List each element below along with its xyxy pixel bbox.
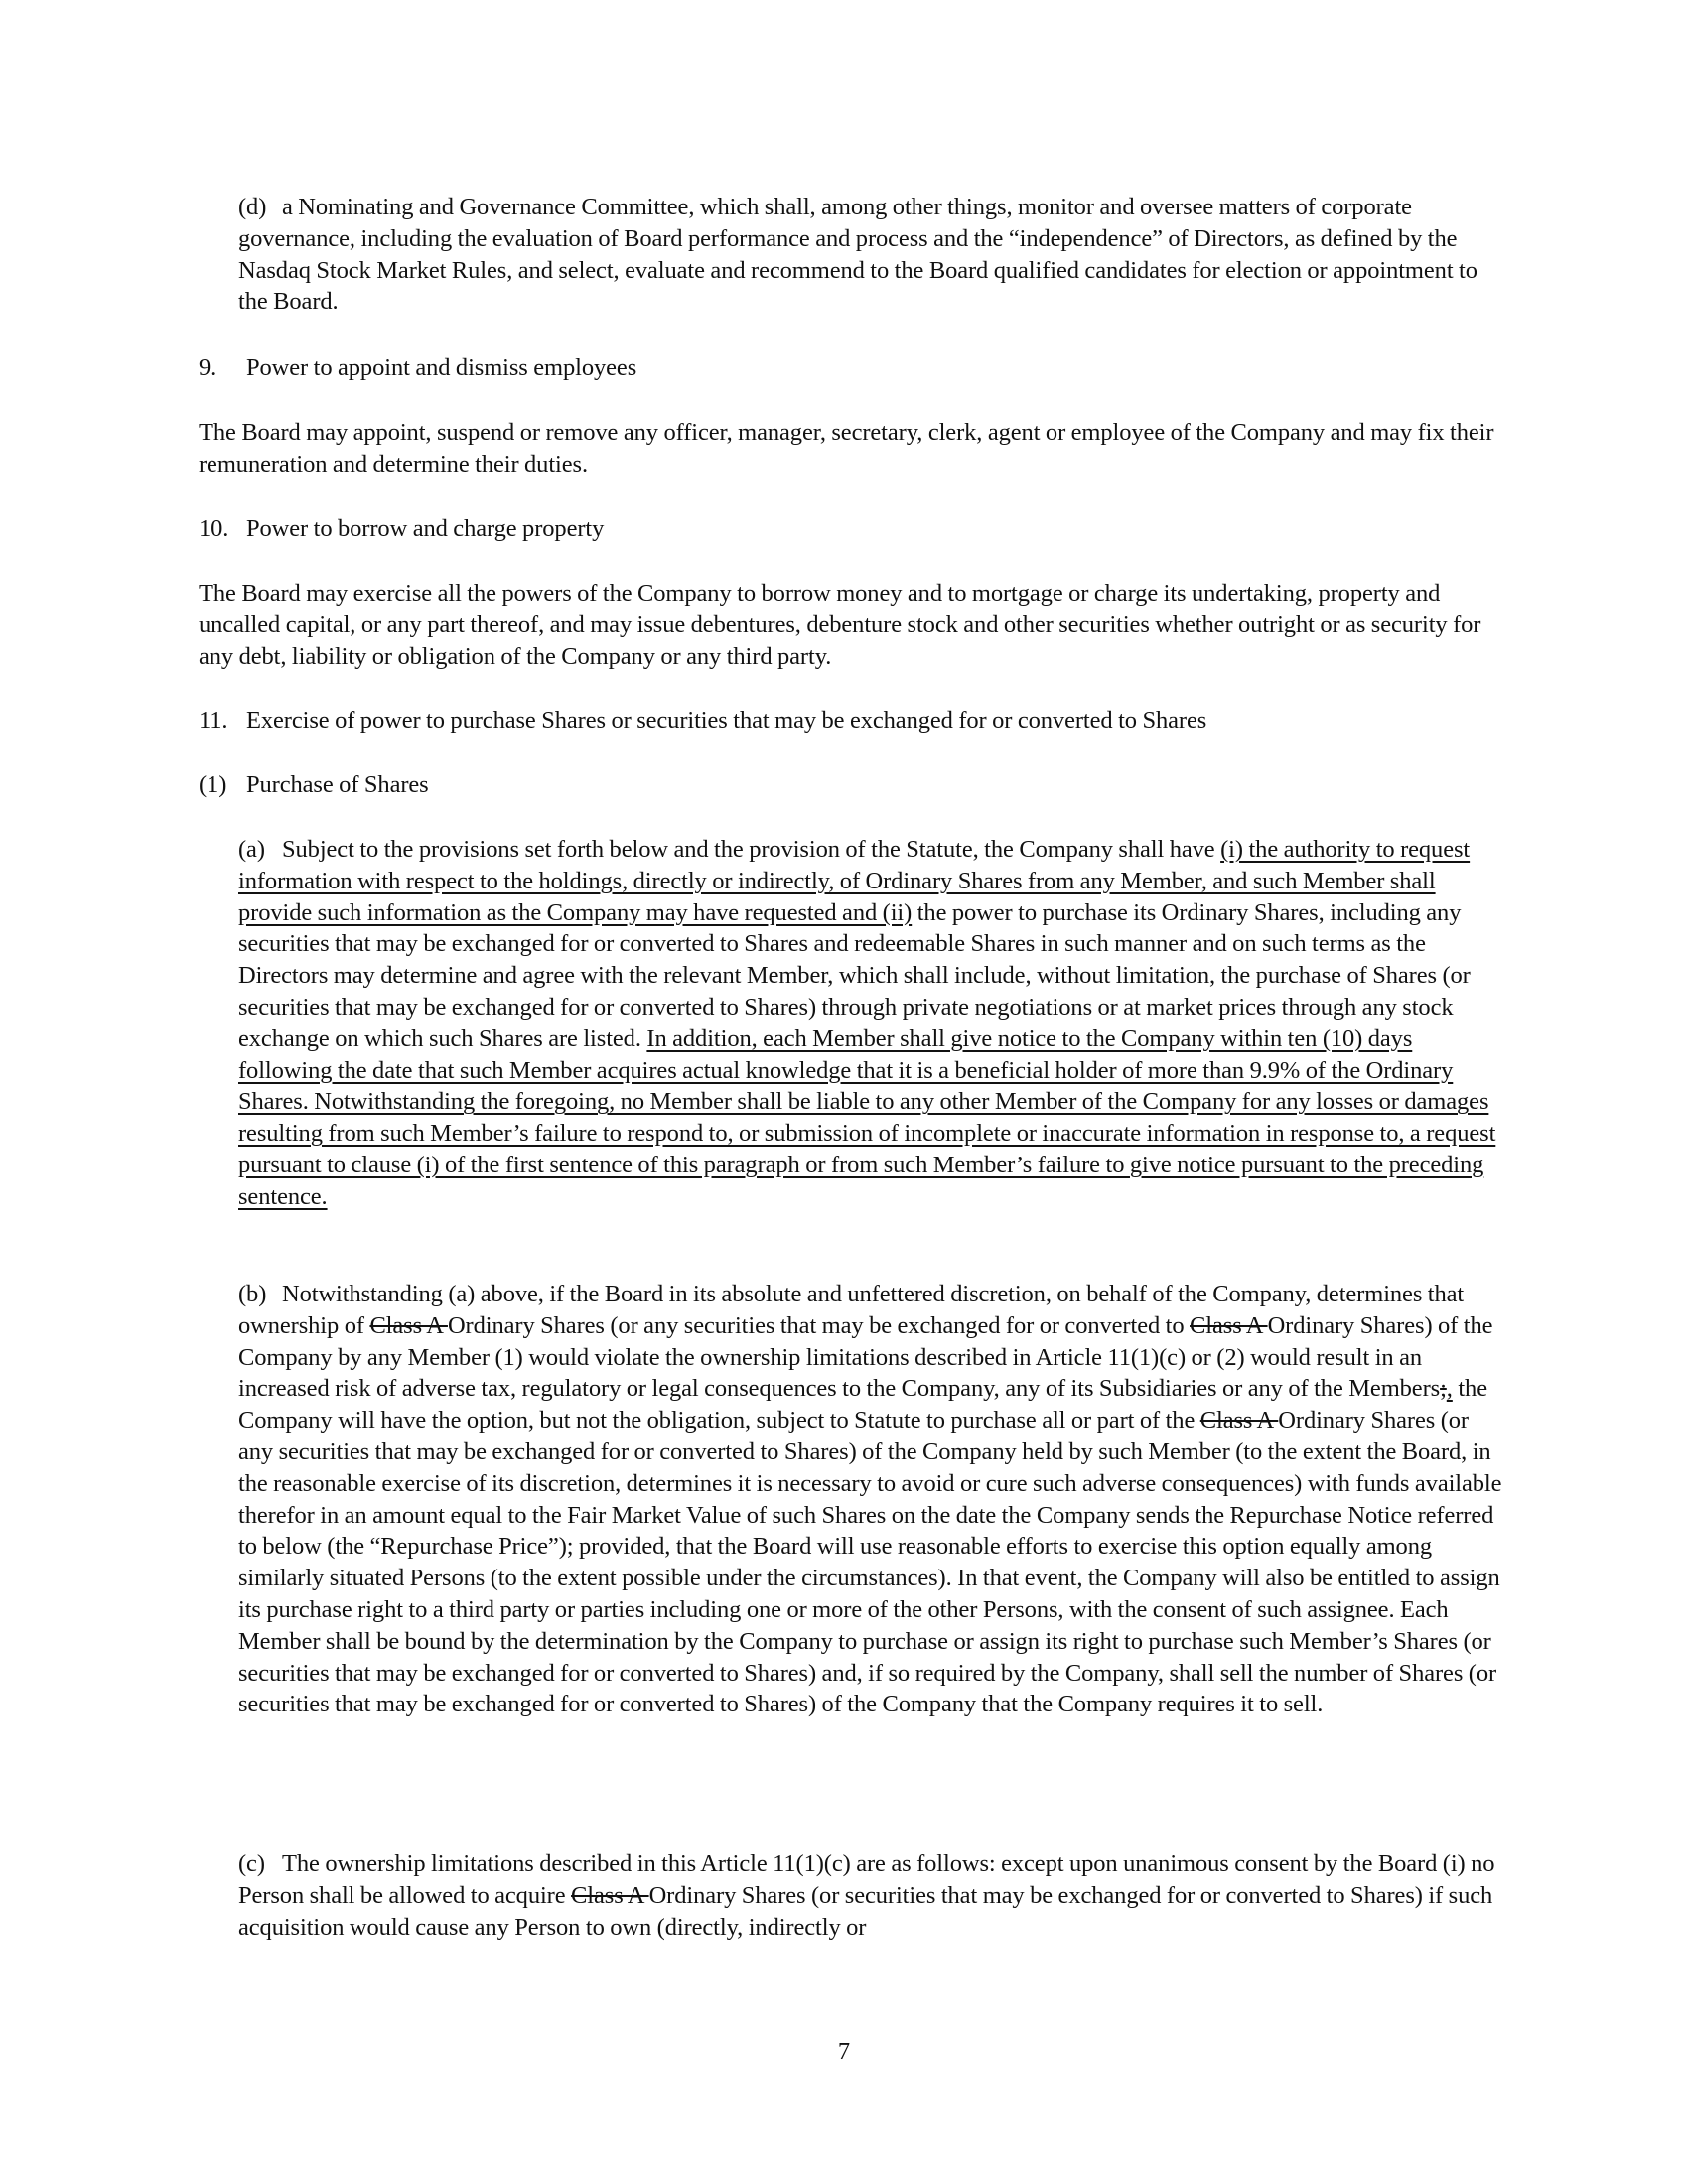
text-segment: the power to purchase its Ordinary Shares, including any securities that may be exchanged for or converted to Shares and redeemable Shares in such manner and on such terms as the Directors may determine and agree with the relevant Member, which shall include, without limitation, the purchase of Shares (or securities that may be exchanged for or converted to Shares) through private negotiations or at market prices through any stock exchange on which such Shares are listed. bbox=[238, 898, 1471, 1052]
paragraph-label: (b) bbox=[238, 1281, 267, 1307]
paragraph-a bbox=[238, 834, 1504, 1213]
paragraph-b bbox=[238, 1279, 1504, 1720]
paragraph-label: (a) bbox=[238, 836, 265, 863]
text-segment: The ownership limitations described in this Article 11(1)(c) are as follows: except upon unanimous consent by the Board (i) no Person shall be allowed to acquire bbox=[238, 1850, 1495, 1909]
section-11-heading bbox=[199, 705, 1499, 737]
section-9-body: The Board may appoint, suspend or remove any officer, manager, secretary, clerk, agent or employee of the Company and may fix their remuneration and determine their duties. bbox=[199, 419, 1494, 478]
section-9-heading bbox=[199, 352, 1499, 384]
text-segment: Ordinary Shares (or any securities that may be exchanged for or converted to Shares) of the Company held by such Member (to the extent the Board, in the reasonable exercise of its discretion, determines it is necessary to avoid or cure such adverse consequences) with funds available therefor in an amount equal to the Fair Market Value of such Shares on the date the Company sends the Repurchase Notice referred to below (the “Repurchase Price”); provided, that the Board will use reasonable efforts to exercise this option equally among similarly situated Persons (to the extent possible under the circumstances). In that event, the Company will also be entitled to assign its purchase right to a third party or parties including one or more of the other Persons, with the consent of such assignee. Each Member shall be bound by the determination by the Company to purchase or assign its right to purchase such Member’s Shares (or securities that may be exchanged for or converted to Shares) and, if so required by the Company, shall sell the number of Shares (or securities that may be exchanged for or converted to Shares) of the Company that the Company requires it to sell. bbox=[238, 1407, 1502, 1718]
paragraph-label: (d) bbox=[238, 194, 267, 220]
deleted-text: Class A bbox=[1199, 1407, 1279, 1434]
deleted-text: Class A bbox=[1190, 1311, 1268, 1339]
inserted-text: , bbox=[1446, 1375, 1453, 1403]
text-segment: Subject to the provisions set forth below and the provision of the Statute, the Company shall have bbox=[282, 836, 1221, 863]
section-heading-text: Exercise of power to purchase Shares or securities that may be exchanged for or converted to Shares bbox=[246, 707, 1207, 734]
deleted-text: ; bbox=[1440, 1375, 1447, 1403]
section-heading-text: Power to appoint and dismiss employees bbox=[246, 354, 637, 381]
paragraph-c bbox=[238, 1848, 1504, 1943]
paragraph-label: (c) bbox=[238, 1850, 265, 1877]
section-10-heading bbox=[199, 513, 1499, 545]
text-segment: Ordinary Shares) of the Company by any Member (1) would violate the ownership limitations described in Article 11(1)(c) or (2) would result in an increased risk of adverse tax, regulatory or legal consequences to the Company, any of its Subsidiaries or any of the Members bbox=[238, 1311, 1493, 1403]
subsection-heading-text: Purchase of Shares bbox=[246, 771, 429, 798]
page-number: 7 bbox=[837, 2038, 851, 2065]
inserted-text: In addition, each Member shall give notice to the Company within ten (10) days following the date that such Member acquires actual knowledge that it is a beneficial holder of more than 9.9% of the Ordinary Shares. Notwithstanding the foregoing, no Member shall be liable to any other Member of the Company for any losses or damages resulting from such Member’s failure to respond to, or submission of incomplete or inaccurate information in response to, a request pursuant to clause (i) of the first sentence of this paragraph or from such Member’s failure to give notice pursuant to the preceding sentence. bbox=[238, 1024, 1496, 1210]
section-number: 11. bbox=[199, 707, 228, 734]
inserted-text: (i) the authority to request information with respect to the holdings, directly or indirectly, of Ordinary Shares from any Member, and such Member shall provide such information as the Company may have requested and (ii) bbox=[238, 836, 1471, 926]
text-segment: the Company will have the option, but not the obligation, subject to Statute to purchase all or part of the bbox=[238, 1375, 1487, 1434]
paragraph-d bbox=[238, 192, 1504, 318]
text-segment: Notwithstanding (a) above, if the Board in its absolute and unfettered discretion, on behalf of the Company, determines that ownership of bbox=[238, 1281, 1465, 1339]
section-heading-text: Power to borrow and charge property bbox=[246, 515, 605, 542]
deleted-text: Class A bbox=[571, 1881, 649, 1909]
paragraph-text: a Nominating and Governance Committee, which shall, among other things, monitor and oversee matters of corporate governance, including the evaluation of Board performance and process and the “independence” of Directors, as defined by the Nasdaq Stock Market Rules, and select, evaluate and recommend to the Board qualified candidates for election or appointment to the Board. bbox=[238, 194, 1477, 316]
subsection-number: (1) bbox=[199, 771, 227, 798]
text-segment: Ordinary Shares (or any securities that may be exchanged for or converted to bbox=[447, 1311, 1191, 1339]
deleted-text: Class A bbox=[369, 1311, 448, 1339]
section-number: 9. bbox=[199, 354, 217, 381]
subsection-1-heading bbox=[199, 769, 1499, 801]
text-segment: Ordinary Shares (or securities that may be exchanged for or converted to Shares) if such acquisition would cause any Person to own (directly, indirectly or bbox=[238, 1881, 1493, 1941]
section-number: 10. bbox=[199, 515, 229, 542]
section-10-body: The Board may exercise all the powers of the Company to borrow money and to mortgage or charge its undertaking, property and uncalled capital, or any part thereof, and may issue debentures, debenture stock and other securities whether outright or as security for any debt, liability or obligation of the Company or any third party. bbox=[199, 580, 1481, 670]
